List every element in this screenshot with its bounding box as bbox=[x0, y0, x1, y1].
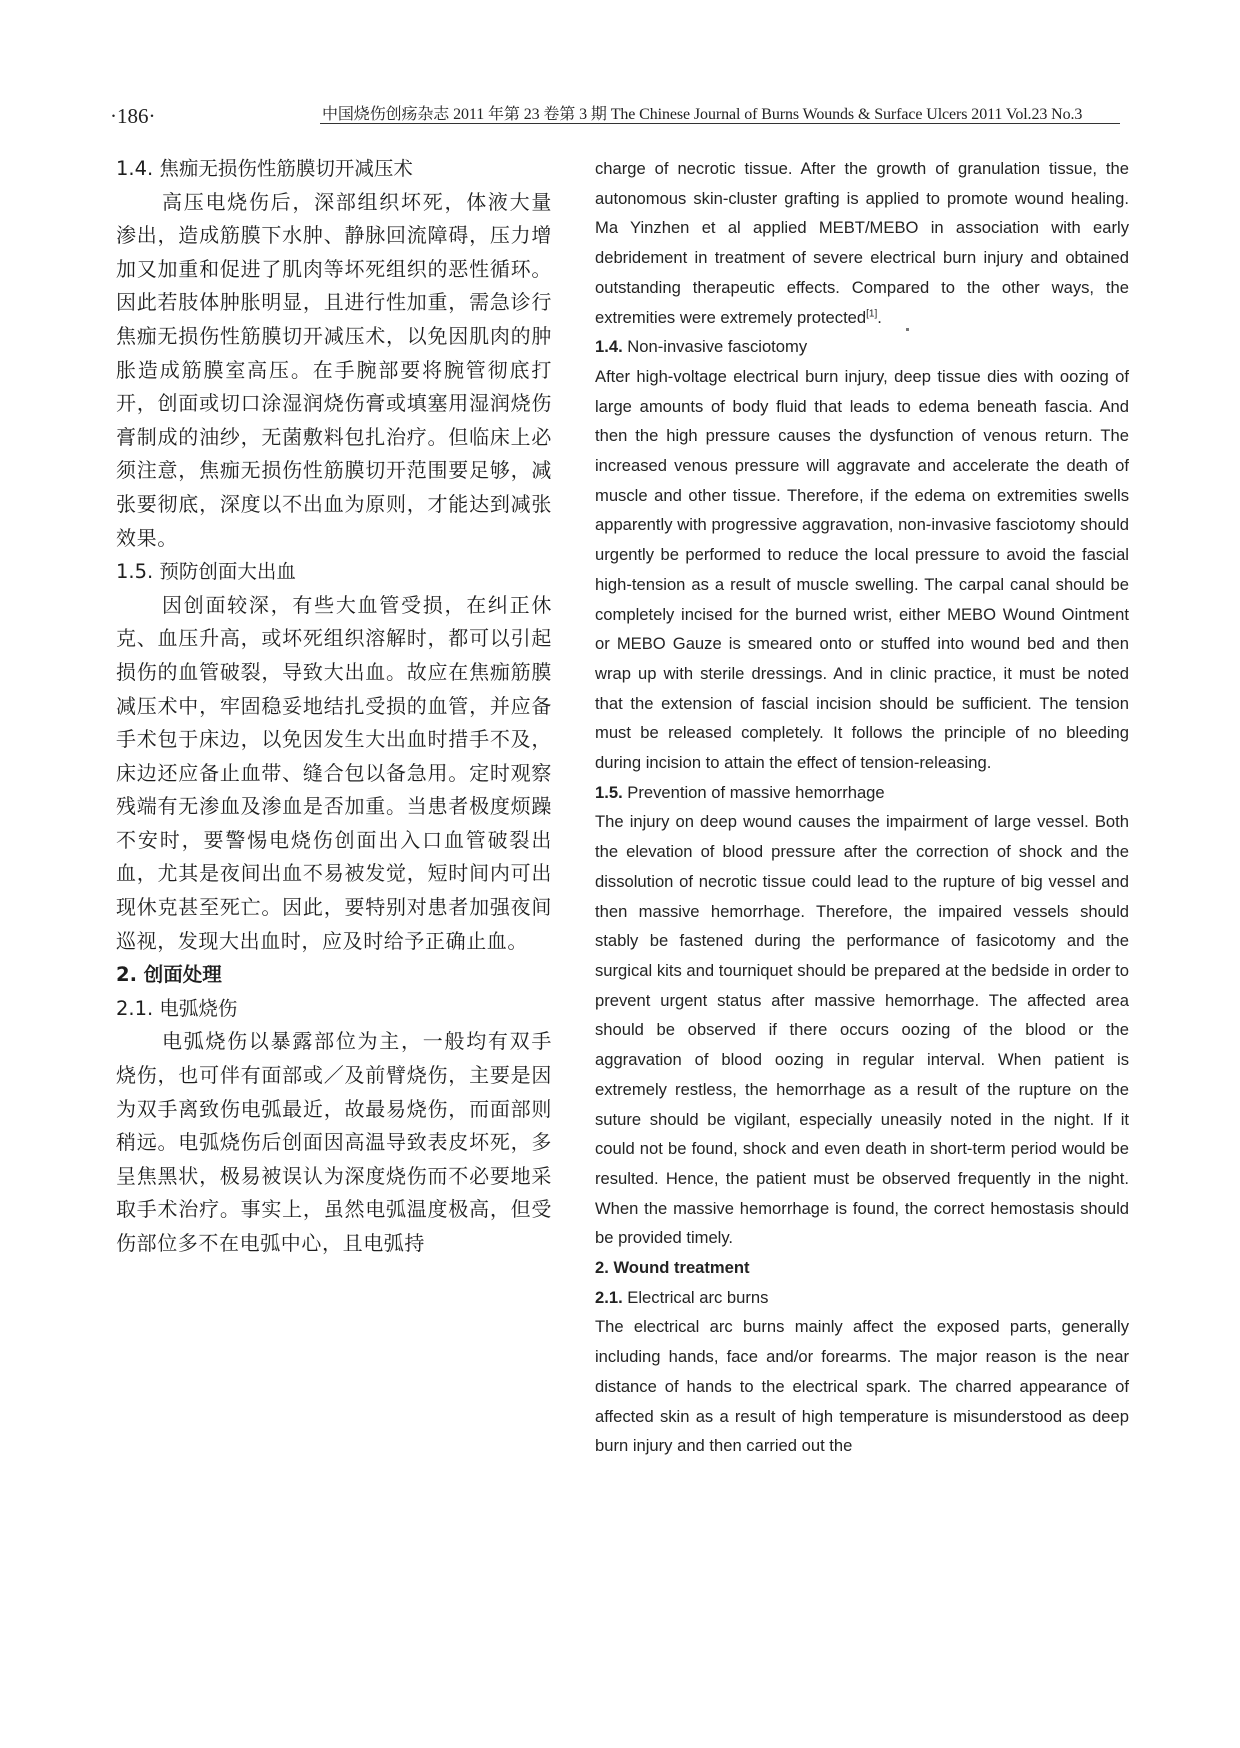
section-paragraph-2-1-en: The electrical arc burns mainly affect the exposed parts, generally including hands, face and/or forearms. The major reason is the near distance of hands to the electrical spark. The charred appearance of affected skin as a result of high temperature is misunderstood as deep burn injury and then carried out the bbox=[595, 1317, 1129, 1456]
section-number: 1.5. bbox=[595, 782, 623, 802]
section-number: 1.4. bbox=[595, 337, 623, 357]
citation-ref: [1] bbox=[866, 307, 878, 319]
english-column bbox=[595, 154, 1129, 1461]
section-paragraph-1-4-en: After high-voltage electrical burn injury, deep tissue dies with oozing of large amounts of body fluid that leads to edema beneath fascia. And then the high pressure causes the dysfunction of venous return. The increased venous pressure will aggravate and accelerate the death of muscle and other tissue. Therefore, if the edema on extremities swells apparently with progressive aggravation, non-invasive fasciotomy should urgently be performed to reduce the local pressure to avoid the fascial high-tension as a result of muscle swelling. The carpal canal should be completely incised for the burned wrist, either MEBO Wound Ointment or MEBO Gauze is smeared onto or stuffed into wound bed and then wrap up with sterile dressings. And in clinic practice, it must be noted that the extension of fascial incision should be sufficient. The tension must be released completely. It follows the principle of no bleeding during incision to attain the effect of tension-releasing. bbox=[595, 366, 1129, 773]
section-heading-2-1-zh: 2.1. 电弧烧伤 bbox=[116, 996, 238, 1020]
section-heading-1-4-en bbox=[595, 332, 1129, 362]
running-title: 中国烧伤创疡杂志 2011 年第 23 卷第 3 期 The Chinese Journal of Burns Wounds & Surface Ulcers 2011 Vol.23 No.3 bbox=[322, 106, 1083, 123]
intro-text: charge of necrotic tissue. After the growth of granulation tissue, the autonomous skin-cluster grafting is applied to promote wound healing. Ma Yinzhen et al applied MEBT/MEBO in association with early debridement in treatment of severe electrical burn injury and obtained outstanding therapeutic effects. Compared to the other ways, the extremities were extremely protected bbox=[595, 159, 1129, 327]
section-heading-1-5-zh: 1.5. 预防创面大出血 bbox=[116, 560, 296, 584]
section-number: 2.1. bbox=[595, 1287, 623, 1307]
section-heading-2-zh: 2. 创面处理 bbox=[116, 963, 222, 987]
scan-speck bbox=[906, 328, 909, 331]
intro-end: . bbox=[877, 307, 882, 327]
intro-paragraph-en bbox=[595, 154, 1129, 332]
section-paragraph-1-5-en: The injury on deep wound causes the impairment of large vessel. Both the elevation of blood pressure after the correction of shock and the dissolution of necrotic tissue could lead to the rupture of big vessel and then massive hemorrhage. Therefore, the impaired vessels should stably be fastened during the performance of fasicotomy and the surgical kits and tourniquet should be prepared at the bedside in order to prevent urgent status after massive hemorrhage. The affected area should be observed if there occurs oozing of the blood or the aggravation of blood oozing in regular interval. When patient is extremely restless, the hemorrhage as a result of the rupture on the suture should be vigilant, especially uneasily noted in the night. If it could not be found, shock and even death in short-term period would be resulted. Hence, the patient must be observed frequently in the night. When the massive hemorrhage is found, the correct hemostasis should be provided timely. bbox=[595, 812, 1129, 1248]
section-heading-1-5-en bbox=[595, 778, 1129, 808]
section-heading-1-4-zh: 1.4. 焦痂无损伤性筋膜切开减压术 bbox=[116, 157, 413, 180]
section-heading-2-1-en bbox=[595, 1283, 1129, 1313]
section-title: Prevention of massive hemorrhage bbox=[622, 782, 885, 802]
section-paragraph-2-1-zh: 电弧烧伤以暴露部位为主，一般均有双手烧伤，也可伴有面部或／及前臂烧伤，主要是因为双手离致伤电弧最近，故最易烧伤，而面部则稍远。电弧烧伤后创面因高温导致表皮坏死，多呈焦黑状，极易被误认为深度烧伤而不必要地采取手术治疗。事实上，虽然电弧温度极高，但受伤部位多不在电弧中心，且电弧持 bbox=[116, 1029, 552, 1255]
section-title: Electrical arc burns bbox=[622, 1287, 769, 1307]
section-heading-2-en: 2. Wound treatment bbox=[595, 1258, 750, 1278]
chinese-column bbox=[116, 152, 552, 1261]
page-number: ·186· bbox=[110, 104, 156, 128]
section-paragraph-1-5-zh: 因创面较深，有些大血管受损，在纠正休克、血压升高，或坏死组织溶解时，都可以引起损伤的血管破裂，导致大出血。故应在焦痂筋膜减压术中，牢固稳妥地结扎受损的血管，并应备手术包于床边，以免因发生大出血时措手不及，床边还应备止血带、缝合包以备急用。定时观察残端有无渗血及渗血是否加重。当患者极度烦躁不安时，要警惕电烧伤创面出入口血管破裂出血，尤其是夜间出血不易被发觉，短时间内可出现休克甚至死亡。因此，要特别对患者加强夜间巡视，发现大出血时，应及时给予正确止血。 bbox=[116, 592, 552, 953]
header-rule bbox=[320, 123, 1120, 124]
section-paragraph-1-4-zh: 高压电烧伤后，深部组织坏死，体液大量渗出，造成筋膜下水肿、静脉回流障碍，压力增加又加重和促进了肌肉等坏死组织的恶性循环。因此若肢体肿胀明显，且进行性加重，需急诊行焦痂无损伤性筋膜切开减压术，以免因肌肉的肿胀造成筋膜室高压。在手腕部要将腕管彻底打开，创面或切口涂湿润烧伤膏或填塞用湿润烧伤膏制成的油纱，无菌敷料包扎治疗。但临床上必须注意，焦痂无损伤性筋膜切开范围要足够，减张要彻底，深度以不出血为原则，才能达到减张效果。 bbox=[116, 189, 552, 550]
section-title: Non-invasive fasciotomy bbox=[622, 337, 808, 357]
